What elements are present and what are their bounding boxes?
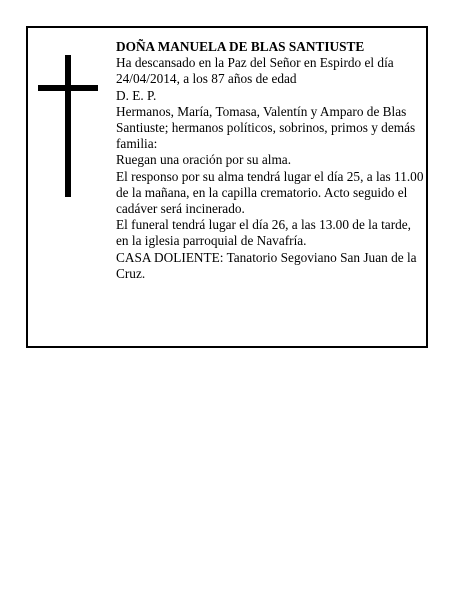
mourning-house: CASA DOLIENTE: Tanatorio Segoviano San Juan de la Cruz. bbox=[116, 249, 417, 281]
prayer-request: Ruegan una oración por su alma. bbox=[116, 152, 292, 168]
family-list: Hermanos, María, Tomasa, Valentín y Amparo de Blas Santiuste; hermanos políticos, sobrinos, primos y demás familia: bbox=[116, 103, 416, 152]
funeral-details: El funeral tendrá lugar el día 26, a las 13.00 de la tarde, en la iglesia parroquial de Navafría. bbox=[116, 217, 411, 249]
death-announcement: Ha descansado en la Paz del Señor en Espirdo el día 24/04/2014, a los 87 años de edad bbox=[116, 55, 394, 87]
cross-horizontal-bar bbox=[38, 85, 98, 91]
rest-in-peace: D. E. P. bbox=[116, 87, 157, 103]
latin-cross-icon bbox=[38, 55, 98, 197]
cross-vertical-bar bbox=[65, 55, 71, 197]
obituary-notice bbox=[26, 26, 428, 348]
notice-text bbox=[116, 39, 424, 282]
deceased-name: DOÑA MANUELA DE BLAS SANTIUSTE bbox=[116, 39, 365, 54]
responsory-details: El responso por su alma tendrá lugar el día 25, a las 11.00 de la mañana, en la capilla crematorio. Acto seguido el cadáver será incinerado. bbox=[116, 168, 424, 217]
